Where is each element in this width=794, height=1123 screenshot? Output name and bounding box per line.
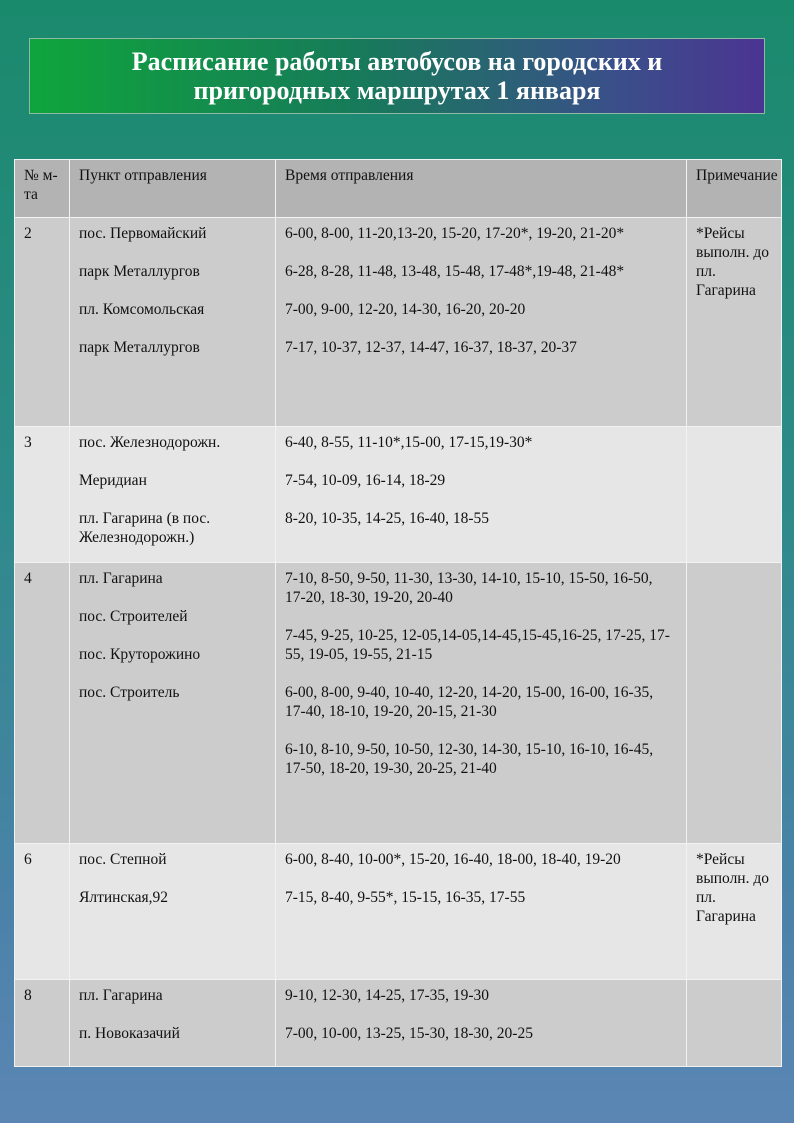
schedule-table bbox=[14, 159, 782, 1067]
departure-time-list: 7-00, 9-00, 12-20, 14-30, 16-20, 20-20 bbox=[285, 301, 526, 318]
departure-point: пос. Степной bbox=[79, 851, 167, 868]
departure-points bbox=[70, 844, 276, 980]
departure-points bbox=[70, 563, 276, 844]
departure-time-list: 7-15, 8-40, 9-55*, 15-15, 16-35, 17-55 bbox=[285, 889, 526, 906]
departure-time-list: 7-00, 10-00, 13-25, 15-30, 18-30, 20-25 bbox=[285, 1025, 533, 1042]
departure-time-list: 6-00, 8-40, 10-00*, 15-20, 16-40, 18-00, 18-40, 19-20 bbox=[285, 851, 621, 868]
header-row bbox=[15, 160, 782, 218]
title-line-1: Расписание работы автобусов на городских и bbox=[131, 47, 663, 76]
departure-time-list: 8-20, 10-35, 14-25, 16-40, 18-55 bbox=[285, 510, 490, 527]
departure-times bbox=[276, 218, 687, 427]
title-line-2: пригородных маршрутах 1 января bbox=[193, 76, 601, 105]
route-number: 8 bbox=[15, 980, 70, 1067]
departure-point: пос. Строителей bbox=[79, 608, 188, 625]
departure-time-list: 6-00, 8-00, 9-40, 10-40, 12-20, 14-20, 15-00, 16-00, 16-35, 17-40, 18-10, 19-20, 20-15, 21-30 bbox=[285, 684, 654, 720]
departure-point: пл. Гагарина bbox=[79, 570, 163, 587]
route-note: *Рейсы выполн. до пл. Гагарина bbox=[687, 218, 782, 427]
route-number: 2 bbox=[15, 218, 70, 427]
header-departure-point: Пункт отправления bbox=[70, 160, 276, 218]
route-note: *Рейсы выполн. до пл. Гагарина bbox=[687, 844, 782, 980]
table-row bbox=[15, 844, 782, 980]
departure-point: п. Новоказачий bbox=[79, 1025, 180, 1042]
departure-time-list: 7-54, 10-09, 16-14, 18-29 bbox=[285, 472, 446, 489]
route-note bbox=[687, 427, 782, 563]
table-row bbox=[15, 563, 782, 844]
departure-point: Меридиан bbox=[79, 472, 147, 489]
route-note bbox=[687, 563, 782, 844]
route-number: 3 bbox=[15, 427, 70, 563]
departure-time-list: 6-40, 8-55, 11-10*,15-00, 17-15,19-30* bbox=[285, 434, 533, 451]
table-row bbox=[15, 427, 782, 563]
departure-point: пл. Гагарина (в пос. Железнодорожн.) bbox=[79, 510, 211, 546]
departure-times bbox=[276, 427, 687, 563]
departure-time-list: 9-10, 12-30, 14-25, 17-35, 19-30 bbox=[285, 987, 490, 1004]
title-banner bbox=[29, 38, 765, 114]
route-number: 4 bbox=[15, 563, 70, 844]
departure-time-list: 6-28, 8-28, 11-48, 13-48, 15-48, 17-48*,19-48, 21-48* bbox=[285, 263, 625, 280]
table-row bbox=[15, 980, 782, 1067]
header-departure-time: Время отправления bbox=[276, 160, 687, 218]
table-row bbox=[15, 218, 782, 427]
departure-point: пос. Круторожино bbox=[79, 646, 201, 663]
departure-time-list: 6-00, 8-00, 11-20,13-20, 15-20, 17-20*, 19-20, 21-20* bbox=[285, 225, 625, 242]
departure-time-list: 7-17, 10-37, 12-37, 14-47, 16-37, 18-37, 20-37 bbox=[285, 339, 577, 356]
departure-time-list: 7-10, 8-50, 9-50, 11-30, 13-30, 14-10, 15-10, 15-50, 16-50, 17-20, 18-30, 19-20, 20-40 bbox=[285, 570, 653, 606]
departure-times bbox=[276, 844, 687, 980]
departure-points bbox=[70, 980, 276, 1067]
departure-point: пос. Первомайский bbox=[79, 225, 207, 242]
header-note: Примечание bbox=[687, 160, 782, 218]
departure-points bbox=[70, 427, 276, 563]
departure-times bbox=[276, 563, 687, 844]
departure-point: пос. Строитель bbox=[79, 684, 180, 701]
departure-point: пл. Гагарина bbox=[79, 987, 163, 1004]
header-route-number: № м-та bbox=[15, 160, 70, 218]
departure-point: пос. Железнодорожн. bbox=[79, 434, 221, 451]
route-note bbox=[687, 980, 782, 1067]
departure-time-list: 6-10, 8-10, 9-50, 10-50, 12-30, 14-30, 15-10, 16-10, 16-45, 17-50, 18-20, 19-30, 20-25, 21-40 bbox=[285, 741, 654, 777]
departure-times bbox=[276, 980, 687, 1067]
departure-time-list: 7-45, 9-25, 10-25, 12-05,14-05,14-45,15-45,16-25, 17-25, 17-55, 19-05, 19-55, 21-15 bbox=[285, 627, 670, 663]
route-number: 6 bbox=[15, 844, 70, 980]
departure-point: парк Металлургов bbox=[79, 263, 200, 280]
departure-point: парк Металлургов bbox=[79, 339, 200, 356]
departure-point: Ялтинская,92 bbox=[79, 889, 168, 906]
departure-points bbox=[70, 218, 276, 427]
departure-point: пл. Комсомольская bbox=[79, 301, 205, 318]
